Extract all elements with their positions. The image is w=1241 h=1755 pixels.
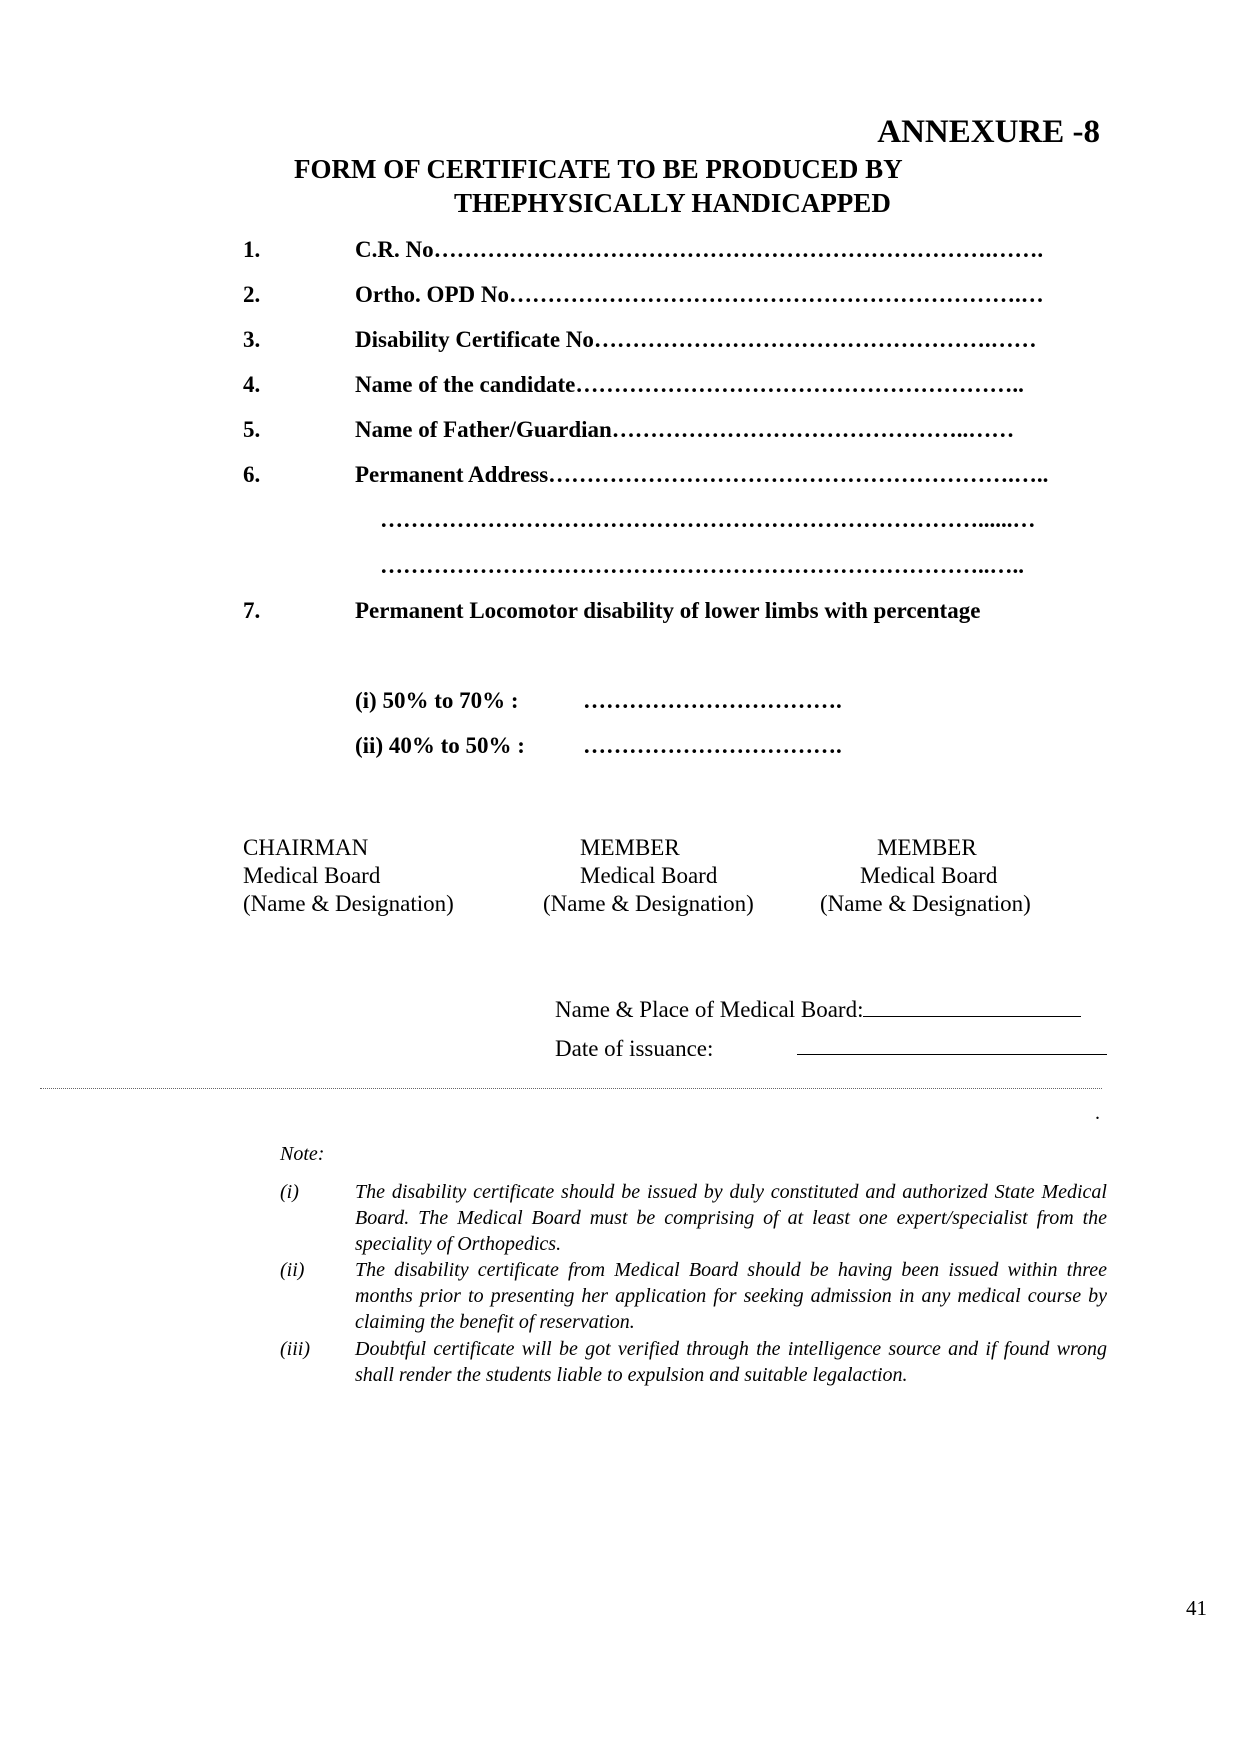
date-of-issuance-label: Date of issuance: [555, 1036, 714, 1061]
field-locomotor-disability: Permanent Locomotor disability of lower limbs with percentage [355, 598, 981, 623]
place-of-board-label: Name & Place of Medical Board: [555, 997, 864, 1022]
percentage-range-2-label: (ii) 40% to 50% : [355, 733, 525, 758]
field-disability-certificate-no: Disability Certificate No…………………………………………….…… [355, 327, 1037, 352]
form-title-line1: FORM OF CERTIFICATE TO BE PRODUCED BY [294, 154, 903, 184]
field-ortho-opd-no: Ortho. OPD No………………………………………………………….… [355, 282, 1044, 307]
note-2-text: The disability certificate from Medical Board should be having been issued within three months prior to presenting her application for seeking admission in any medical course by claiming the benefit of reservation. [355, 1259, 1107, 1333]
address-line-3: ……………………………………………………………………..….. [380, 553, 1024, 578]
date-of-issuance-row [555, 1036, 713, 1062]
place-of-board-row [555, 997, 1081, 1023]
field-1-number: 1. [243, 237, 261, 262]
percentage-range-1-blank: ……………………………. [583, 688, 842, 713]
address-line-2: ……………………………………………………………………......… [380, 507, 1036, 532]
chairman-role: CHAIRMAN [243, 835, 369, 860]
annexure-heading: ANNEXURE -8 [877, 114, 1100, 150]
member-1-role: MEMBER [580, 835, 680, 860]
chairman-org: Medical Board [243, 863, 381, 888]
field-3-number: 3. [243, 327, 261, 352]
member-1-org: Medical Board [580, 863, 718, 888]
field-4-number: 4. [243, 372, 261, 397]
field-father-guardian-name: Name of Father/Guardian………………………………………..…… [355, 417, 1015, 442]
chairman-designation: (Name & Designation) [243, 891, 454, 916]
field-2-number: 2. [243, 282, 261, 307]
date-of-issuance-line [797, 1054, 1107, 1055]
percentage-range-2-blank: ……………………………. [583, 733, 842, 758]
note-heading: Note: [280, 1143, 325, 1165]
field-7-number: 7. [243, 598, 261, 623]
note-1-text: The disability certificate should be issued by duly constituted and authorized State Medical Board. The Medical Board must be comprising of at least one expert/specialist from the speciality of Orthopedics. [355, 1181, 1107, 1255]
member-2-org: Medical Board [860, 863, 998, 888]
place-of-board-line [863, 998, 1081, 1017]
member-2-role: MEMBER [877, 835, 977, 860]
field-candidate-name: Name of the candidate………………………………………………….. [355, 372, 1024, 397]
separator-dot: . [1095, 1102, 1100, 1124]
member-2-designation: (Name & Designation) [820, 891, 1031, 916]
dotted-separator [40, 1088, 1102, 1089]
note-1-number: (i) [280, 1181, 299, 1203]
member-1-designation: (Name & Designation) [543, 891, 754, 916]
field-permanent-address: Permanent Address…………………………………………………….….. [355, 462, 1049, 487]
field-5-number: 5. [243, 417, 261, 442]
field-cr-no: C.R. No……………………………………………………………….……. [355, 237, 1044, 262]
percentage-range-1-label: (i) 50% to 70% : [355, 688, 519, 713]
form-title-line2: THEPHYSICALLY HANDICAPPED [454, 188, 891, 218]
note-3-text: Doubtful certificate will be got verified through the intelligence source and if found wrong shall render the students liable to expulsion and suitable legalaction. [355, 1338, 1107, 1386]
note-3-number: (iii) [280, 1338, 310, 1360]
page-number: 41 [1186, 1596, 1207, 1620]
field-6-number: 6. [243, 462, 261, 487]
note-2-number: (ii) [280, 1259, 305, 1281]
